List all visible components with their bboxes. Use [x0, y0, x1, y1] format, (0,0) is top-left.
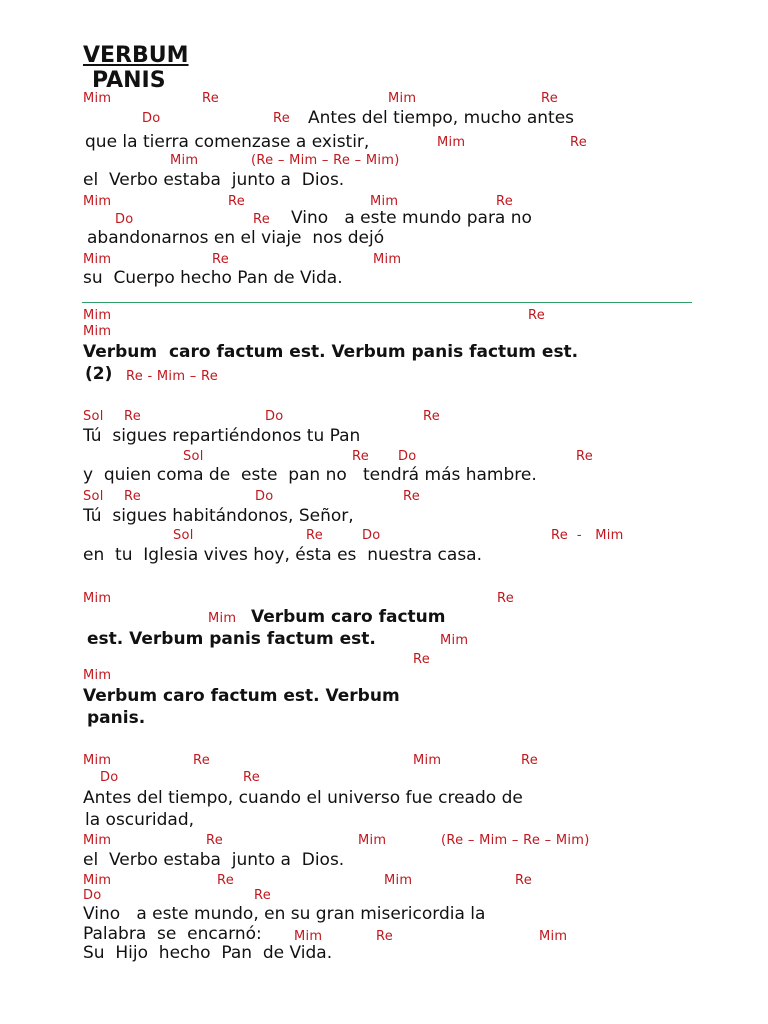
lyric-line: Tú sigues habitándonos, Señor, [83, 506, 354, 526]
chord-label: Mim [83, 591, 112, 606]
chord-label: Mim [83, 194, 112, 209]
chord-label: Mim [83, 324, 112, 339]
chord-label: Mim [437, 135, 466, 150]
chord-label: Re [306, 528, 324, 543]
chord-label: Re [413, 652, 431, 667]
chord-label: Mim [373, 252, 402, 267]
lyric-line: Palabra se encarnó: [83, 924, 262, 944]
chord-label: Mim [83, 308, 112, 323]
chord-label: Do [265, 409, 284, 424]
lyric-line: Vino a este mundo para no [291, 208, 532, 228]
chord-label: Do [115, 212, 134, 227]
section-separator [82, 302, 692, 303]
lyric-line: Antes del tiempo, mucho antes [308, 108, 575, 128]
chord-label: Do [83, 888, 102, 903]
chord-label: Re [206, 833, 224, 848]
chord-label: (Re – Mim – Re – Mim) [251, 153, 400, 168]
lyric-line: y quien coma de este pan no tendrá más hambre. [83, 465, 537, 485]
lyric-line: Antes del tiempo, cuando el universo fue creado de [83, 788, 523, 808]
chord-label: Mim [170, 153, 199, 168]
chord-label: Do [255, 489, 274, 504]
chord-label: Mim [83, 91, 112, 106]
chord-label: Mim [208, 611, 237, 626]
chord-label: Re [217, 873, 235, 888]
chord-label: Mim [358, 833, 387, 848]
chorus-line: Verbum caro factum est. Verbum panis factum est. [83, 342, 579, 362]
chord-label: Re [515, 873, 533, 888]
lyric-line: Su Hijo hecho Pan de Vida. [83, 943, 333, 963]
chord-label: Re [254, 888, 272, 903]
lyric-line: la oscuridad, [85, 810, 195, 830]
chorus-line: (2) [85, 364, 113, 384]
chord-label: Mim [388, 91, 417, 106]
chord-label: Re - Mim [551, 528, 624, 543]
chord-label: Re [570, 135, 588, 150]
song-title-line-2: PANIS [92, 68, 166, 93]
chord-label: Re [521, 753, 539, 768]
lyric-line: en tu Iglesia vives hoy, ésta es nuestra casa. [83, 545, 482, 565]
chord-label: Re [576, 449, 594, 464]
lyric-line: Vino a este mundo, en su gran misericordia la [83, 904, 486, 924]
chord-label: Re [124, 489, 142, 504]
chord-label: Re - Mim – Re [126, 369, 219, 384]
chord-label: Re [352, 449, 370, 464]
chord-label: Sol [183, 449, 204, 464]
chord-label: Re [403, 489, 421, 504]
chord-label: Re [212, 252, 230, 267]
chord-label: Re [497, 591, 515, 606]
chorus-line: Verbum caro factum est. Verbum [83, 686, 400, 706]
chord-label: Mim [83, 252, 112, 267]
chord-label: Do [362, 528, 381, 543]
chord-label: Mim [384, 873, 413, 888]
chord-label: Mim [83, 873, 112, 888]
chord-label: Mim [440, 633, 469, 648]
lyric-line: abandonarnos en el viaje nos dejó [87, 228, 385, 248]
chord-label: Re [423, 409, 441, 424]
chord-label: Re [541, 91, 559, 106]
chord-label: Mim [413, 753, 442, 768]
chord-label: Re [496, 194, 514, 209]
lyric-line: que la tierra comenzase a existir, [85, 132, 370, 152]
chord-label: Mim [83, 833, 112, 848]
chorus-line: est. Verbum panis factum est. [87, 629, 376, 649]
song-title-line-1: VERBUM [83, 43, 189, 68]
chord-label: Re [193, 753, 211, 768]
chord-label: Re [124, 409, 142, 424]
chord-label: Mim [294, 929, 323, 944]
chord-label: Re [528, 308, 546, 323]
chord-label: Mim [83, 753, 112, 768]
chord-label: Sol [83, 409, 104, 424]
chord-label: Do [142, 111, 161, 126]
chord-label: (Re – Mim – Re – Mim) [441, 833, 590, 848]
chord-label: Re [273, 111, 291, 126]
lyric-line: Tú sigues repartiéndonos tu Pan [83, 426, 361, 446]
chord-label: Sol [173, 528, 194, 543]
lyric-line: el Verbo estaba junto a Dios. [83, 170, 345, 190]
lyric-line: el Verbo estaba junto a Dios. [83, 850, 345, 870]
chord-label: Do [398, 449, 417, 464]
chord-label: Re [376, 929, 394, 944]
chord-label: Do [100, 770, 119, 785]
chord-label: Re [202, 91, 220, 106]
chord-label: Mim [539, 929, 568, 944]
chord-label: Re [228, 194, 246, 209]
chord-label: Mim [370, 194, 399, 209]
chord-label: Mim [83, 668, 112, 683]
chord-label: Sol [83, 489, 104, 504]
chorus-line: panis. [87, 708, 146, 728]
chord-label: Re [243, 770, 261, 785]
chord-label: Re [253, 212, 271, 227]
chorus-line: Verbum caro factum [251, 607, 446, 627]
lyric-line: su Cuerpo hecho Pan de Vida. [83, 268, 343, 288]
